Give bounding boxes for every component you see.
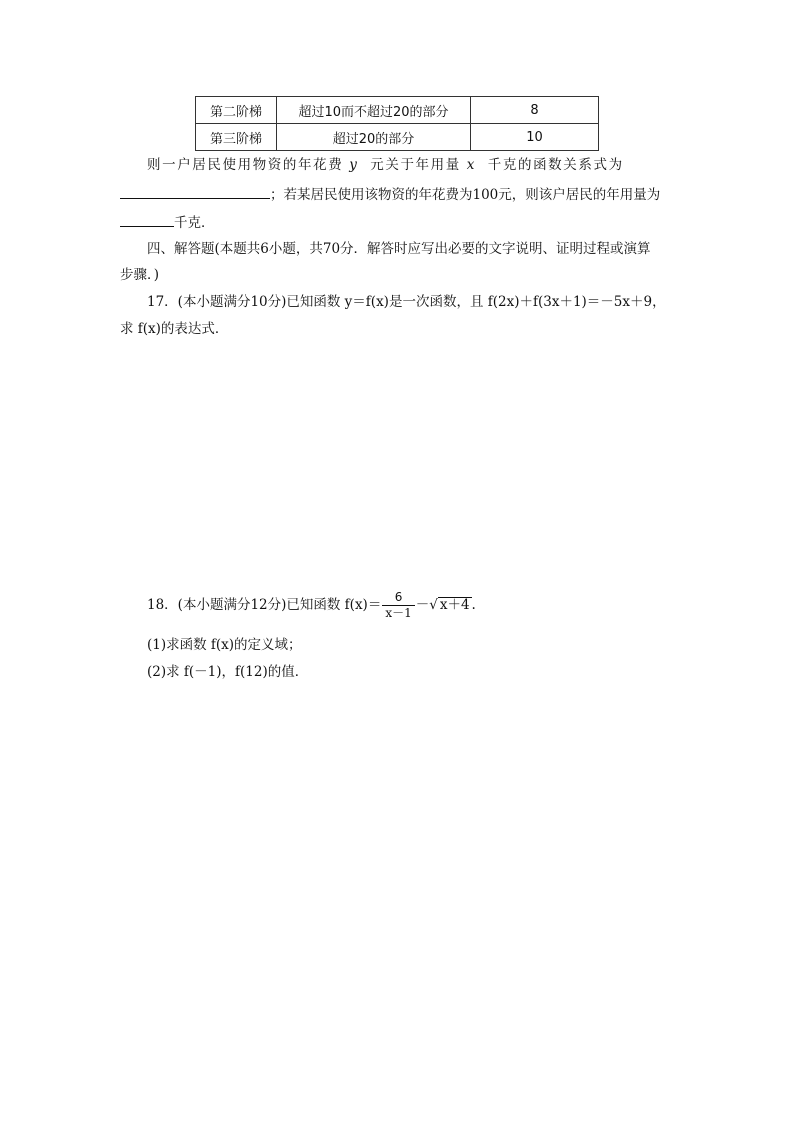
q18-line1: [147, 590, 476, 621]
section4-line2: 步骤．): [120, 267, 160, 283]
q16-line2: [120, 183, 660, 203]
answer-blank-2: [120, 212, 174, 227]
q16-line1: [147, 153, 624, 173]
tier-cell: 第二阶梯: [196, 97, 277, 124]
q16-text-a: 则一户居民使用物资的年花费: [147, 157, 344, 173]
q16-text-b: 元关于年用量: [370, 157, 461, 173]
var-y: y: [349, 157, 359, 173]
table-row: [196, 124, 599, 151]
q16-text-2: ；若某居民使用该物资的年花费为100元，则该户居民的年用量为: [270, 187, 661, 203]
q18-suffix: .: [471, 597, 476, 613]
q16-text-c: 千克的函数关系式为: [487, 157, 624, 173]
tier-table: [195, 96, 599, 151]
fraction-numerator: 6: [382, 590, 414, 606]
table-row: [196, 97, 599, 124]
price-cell: 10: [471, 124, 599, 151]
answer-blank-1: [120, 184, 270, 199]
q16-line3: [120, 211, 215, 231]
q18-part2: (2)求 f(－1)，f(12)的值．: [147, 664, 309, 680]
q18-part1: (1)求函数 f(x)的定义域；: [147, 637, 302, 653]
var-x: x: [466, 157, 476, 173]
fraction: [382, 590, 414, 621]
fraction-denominator: x－1: [385, 606, 412, 620]
sqrt-symbol: √: [429, 597, 438, 613]
price-cell: 8: [471, 97, 599, 124]
q16-text-3: 千克．: [174, 215, 215, 231]
range-cell: 超过10而不超过20的部分: [277, 97, 471, 124]
sqrt-radicand: x＋4: [439, 597, 470, 613]
tier-cell: 第三阶梯: [196, 124, 277, 151]
q17-line1: 17．(本小题满分10分)已知函数 y＝f(x)是一次函数，且 f(2x)＋f(3x＋1)＝－5x＋9，: [147, 294, 666, 310]
q17-line2: 求 f(x)的表达式．: [120, 321, 229, 337]
minus-sign: －: [415, 597, 430, 613]
range-cell: 超过20的部分: [277, 124, 471, 151]
section4-line1: 四、解答题(本题共6小题，共70分．解答时应写出必要的文字说明、证明过程或演算: [147, 241, 651, 257]
q18-prefix: 18．(本小题满分12分)已知函数 f(x)＝: [147, 597, 382, 613]
